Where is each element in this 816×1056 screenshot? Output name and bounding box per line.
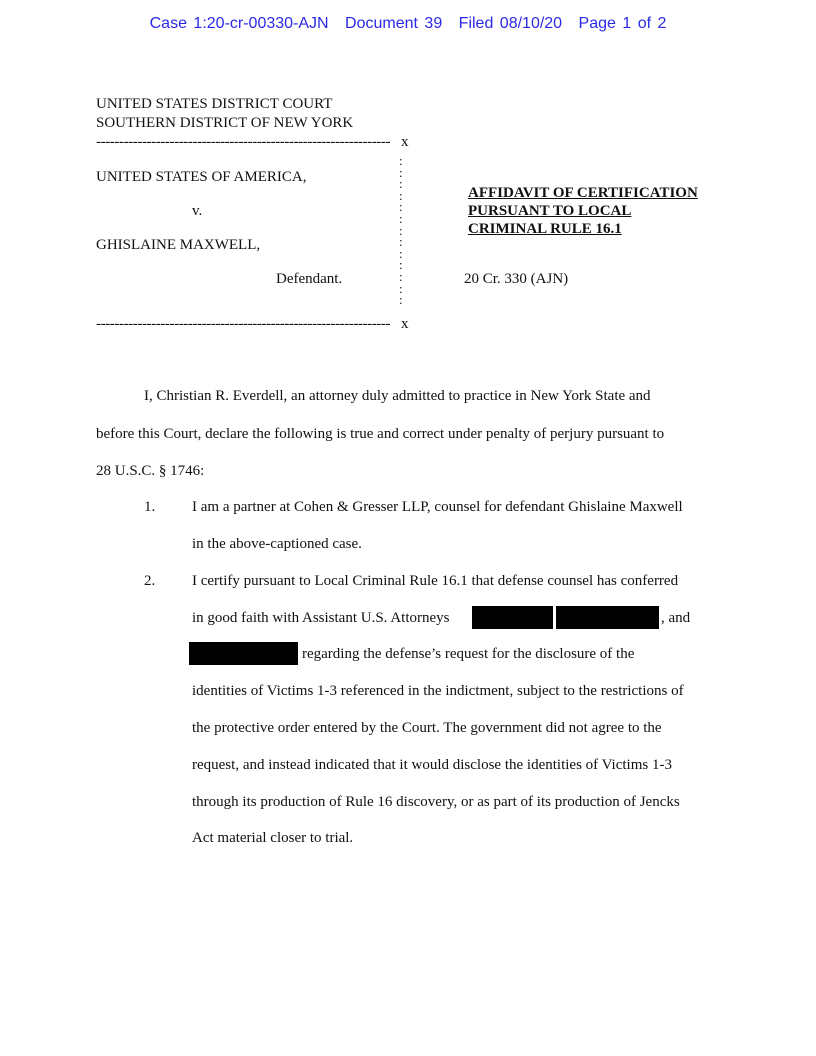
- item-line: through its production of Rule 16 discovery, or as part of its production of Jencks: [192, 794, 680, 810]
- filing-header: [0, 15, 816, 33]
- page-stamp: Page 1 of 2: [578, 15, 667, 32]
- item-line: I certify pursuant to Local Criminal Rule 16.1 that defense counsel has conferred: [192, 573, 679, 589]
- redaction-box: [189, 642, 298, 665]
- document-number-stamp: Document 39: [345, 15, 443, 32]
- document-title-line: PURSUANT TO LOCAL: [468, 203, 632, 219]
- item-line: identities of Victims 1-3 referenced in the indictment, subject to the restrictions of: [192, 683, 684, 699]
- caption-colon-column: : : : : : : : : : : : : :: [399, 153, 403, 308]
- intro-line: 28 U.S.C. § 1746:: [96, 463, 205, 479]
- court-district: SOUTHERN DISTRICT OF NEW YORK: [96, 115, 354, 131]
- item-line: the protective order entered by the Court. The government did not agree to the: [192, 720, 662, 736]
- plaintiff-name: UNITED STATES OF AMERICA,: [96, 169, 307, 185]
- caption-rule-top: ----------------------------------------------------------------: [96, 134, 391, 150]
- caption-rule-bottom: ----------------------------------------------------------------: [96, 316, 391, 332]
- court-name: UNITED STATES DISTRICT COURT: [96, 96, 333, 112]
- caption-rule-x: x: [401, 316, 409, 332]
- item-line: regarding the defense’s request for the disclosure of the: [302, 646, 635, 662]
- redaction-box: [472, 606, 553, 629]
- intro-line: before this Court, declare the following is true and correct under penalty of perjury pursuant to: [96, 426, 665, 442]
- filed-date-stamp: Filed 08/10/20: [458, 15, 563, 32]
- intro-line: I, Christian R. Everdell, an attorney duly admitted to practice in New York State and: [144, 388, 651, 404]
- item-line: in the above-captioned case.: [192, 536, 362, 552]
- item-line: request, and instead indicated that it would disclose the identities of Victims 1-3: [192, 757, 672, 773]
- case-number-stamp: Case 1:20-cr-00330-AJN: [149, 15, 329, 32]
- defendant-name: GHISLAINE MAXWELL,: [96, 237, 261, 253]
- item-line: in good faith with Assistant U.S. Attorneys: [192, 610, 450, 626]
- document-title-line: AFFIDAVIT OF CERTIFICATION: [468, 185, 698, 201]
- document-title-line: CRIMINAL RULE 16.1: [468, 221, 622, 237]
- item-line: I am a partner at Cohen & Gresser LLP, counsel for defendant Ghislaine Maxwell: [192, 499, 683, 515]
- item-line: Act material closer to trial.: [192, 830, 354, 846]
- defendant-label: Defendant.: [276, 271, 343, 287]
- caption-rule-x: x: [401, 134, 409, 150]
- redaction-box: [556, 606, 659, 629]
- item-number: 2.: [144, 573, 156, 589]
- item-number: 1.: [144, 499, 156, 515]
- item-line: , and: [661, 610, 691, 626]
- versus: v.: [192, 203, 203, 219]
- docket-number: 20 Cr. 330 (AJN): [464, 271, 569, 287]
